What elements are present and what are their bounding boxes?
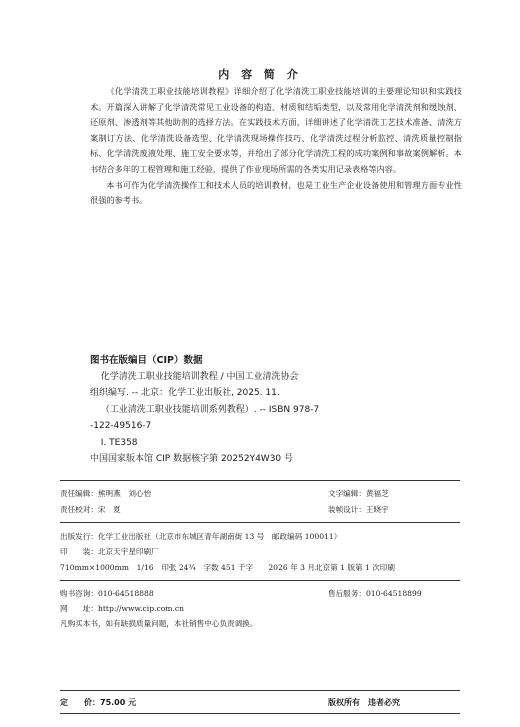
credits-row-2: [60, 504, 460, 515]
specs-line: 710mm×1000mm 1/16 印张 24¾ 字数 451 千字 2026 年 3 月北京第 1 版第 1 次印刷: [60, 563, 395, 572]
phone-label: 购书咨询：: [60, 589, 98, 598]
contact-row-1: [60, 588, 460, 599]
divider-footer-top: [60, 690, 460, 691]
footer-row: [60, 697, 460, 708]
divider-contact-top: [60, 580, 460, 581]
editor-value: 熊明燕 刘心怡: [97, 489, 152, 498]
intro-paragraph-1: 《化学清洗工职业技能培训教程》详细介绍了化学清洗工职业技能培训的主要理论知识和实践技术。开篇深入讲解了化学清洗常见工业设备的构造、材质和结垢类型，以及常用化学清洗剂和缓蚀剂、还原剂、渗透剂等其他助剂的选择方法。在实践技术方面，详细讲述了化学清洗工艺技术准备、清洗方案制订方法、化学清洗设备选型、化学清洗现场操作技巧、化学清洗过程分析监控、清洗质量控制指标、化学清洗废液处理、施工安全要求等，并给出了部分化学清洗工程的成功案例和事故案例解析。本书结合多年的工程管理和施工经验，提供了作业现场所需的各类实用记录表格等内容。: [90, 86, 462, 174]
divider-credits-top: [60, 480, 460, 481]
aftersale-value: 010-64518899: [365, 589, 422, 598]
proofread-label: 责任校对：: [60, 505, 98, 514]
divider-publishing-top: [60, 522, 460, 523]
cip-line-2: 组织编写. -- 北京：化学工业出版社, 2025. 11.: [90, 388, 280, 399]
cip-line-3: （工业清洗工职业技能培训系列教程）. -- ISBN 978-7: [100, 404, 320, 415]
website-label: 网 址：: [60, 604, 98, 613]
printer-line: 印 装：北京天宇星印刷厂: [60, 547, 159, 556]
divider-footer-bottom: [60, 713, 460, 714]
cip-line-1: 化学清洗工职业技能培训教程 / 中国工业清洗协会: [100, 372, 299, 382]
website-value: http://www.cip.com.cn: [97, 604, 185, 613]
publisher-line: 出版发行：化学工业出版社（北京市东城区青年湖南街 13 号 邮政编码 100011）: [60, 532, 342, 541]
notice-line: 凡购买本书，如有缺损质量问题，本社销售中心负责调换。: [60, 619, 258, 628]
intro-paragraph-2: 本书可作为化学清洗操作工和技术人员的培训教材，也是工业生产企业设备使用和管理方面专业性很强的参考书。: [90, 179, 462, 206]
contact-row-2: [60, 603, 460, 614]
cip-line-6: 中国国家版本馆 CIP 数据核字第 20252Y4W30 号: [90, 454, 294, 465]
phone-value: 010-64518888: [97, 589, 154, 598]
cip-line-5: Ⅰ. TE358: [100, 437, 138, 448]
rights-notice: 版权所有 违者必究: [328, 698, 400, 707]
design-label: 装帧设计：: [328, 505, 366, 514]
intro-title: 内 容 简 介: [218, 68, 302, 81]
editor-label: 责任编辑：: [60, 489, 98, 498]
cip-heading: 图书在版编目（CIP）数据: [90, 355, 203, 366]
cip-block: [90, 369, 390, 467]
text-editor-value: 黄福芝: [365, 489, 389, 498]
proofread-value: 宋 夏: [97, 505, 121, 514]
design-value: 王晓宇: [365, 505, 389, 514]
text-editor-label: 文字编辑：: [328, 489, 366, 498]
aftersale-label: 售后服务：: [328, 589, 366, 598]
intro-body: [90, 84, 462, 209]
credits-row-1: [60, 488, 460, 499]
cip-line-4: -122-49516-7: [90, 421, 152, 432]
price: 定 价：75.00 元: [60, 698, 137, 707]
